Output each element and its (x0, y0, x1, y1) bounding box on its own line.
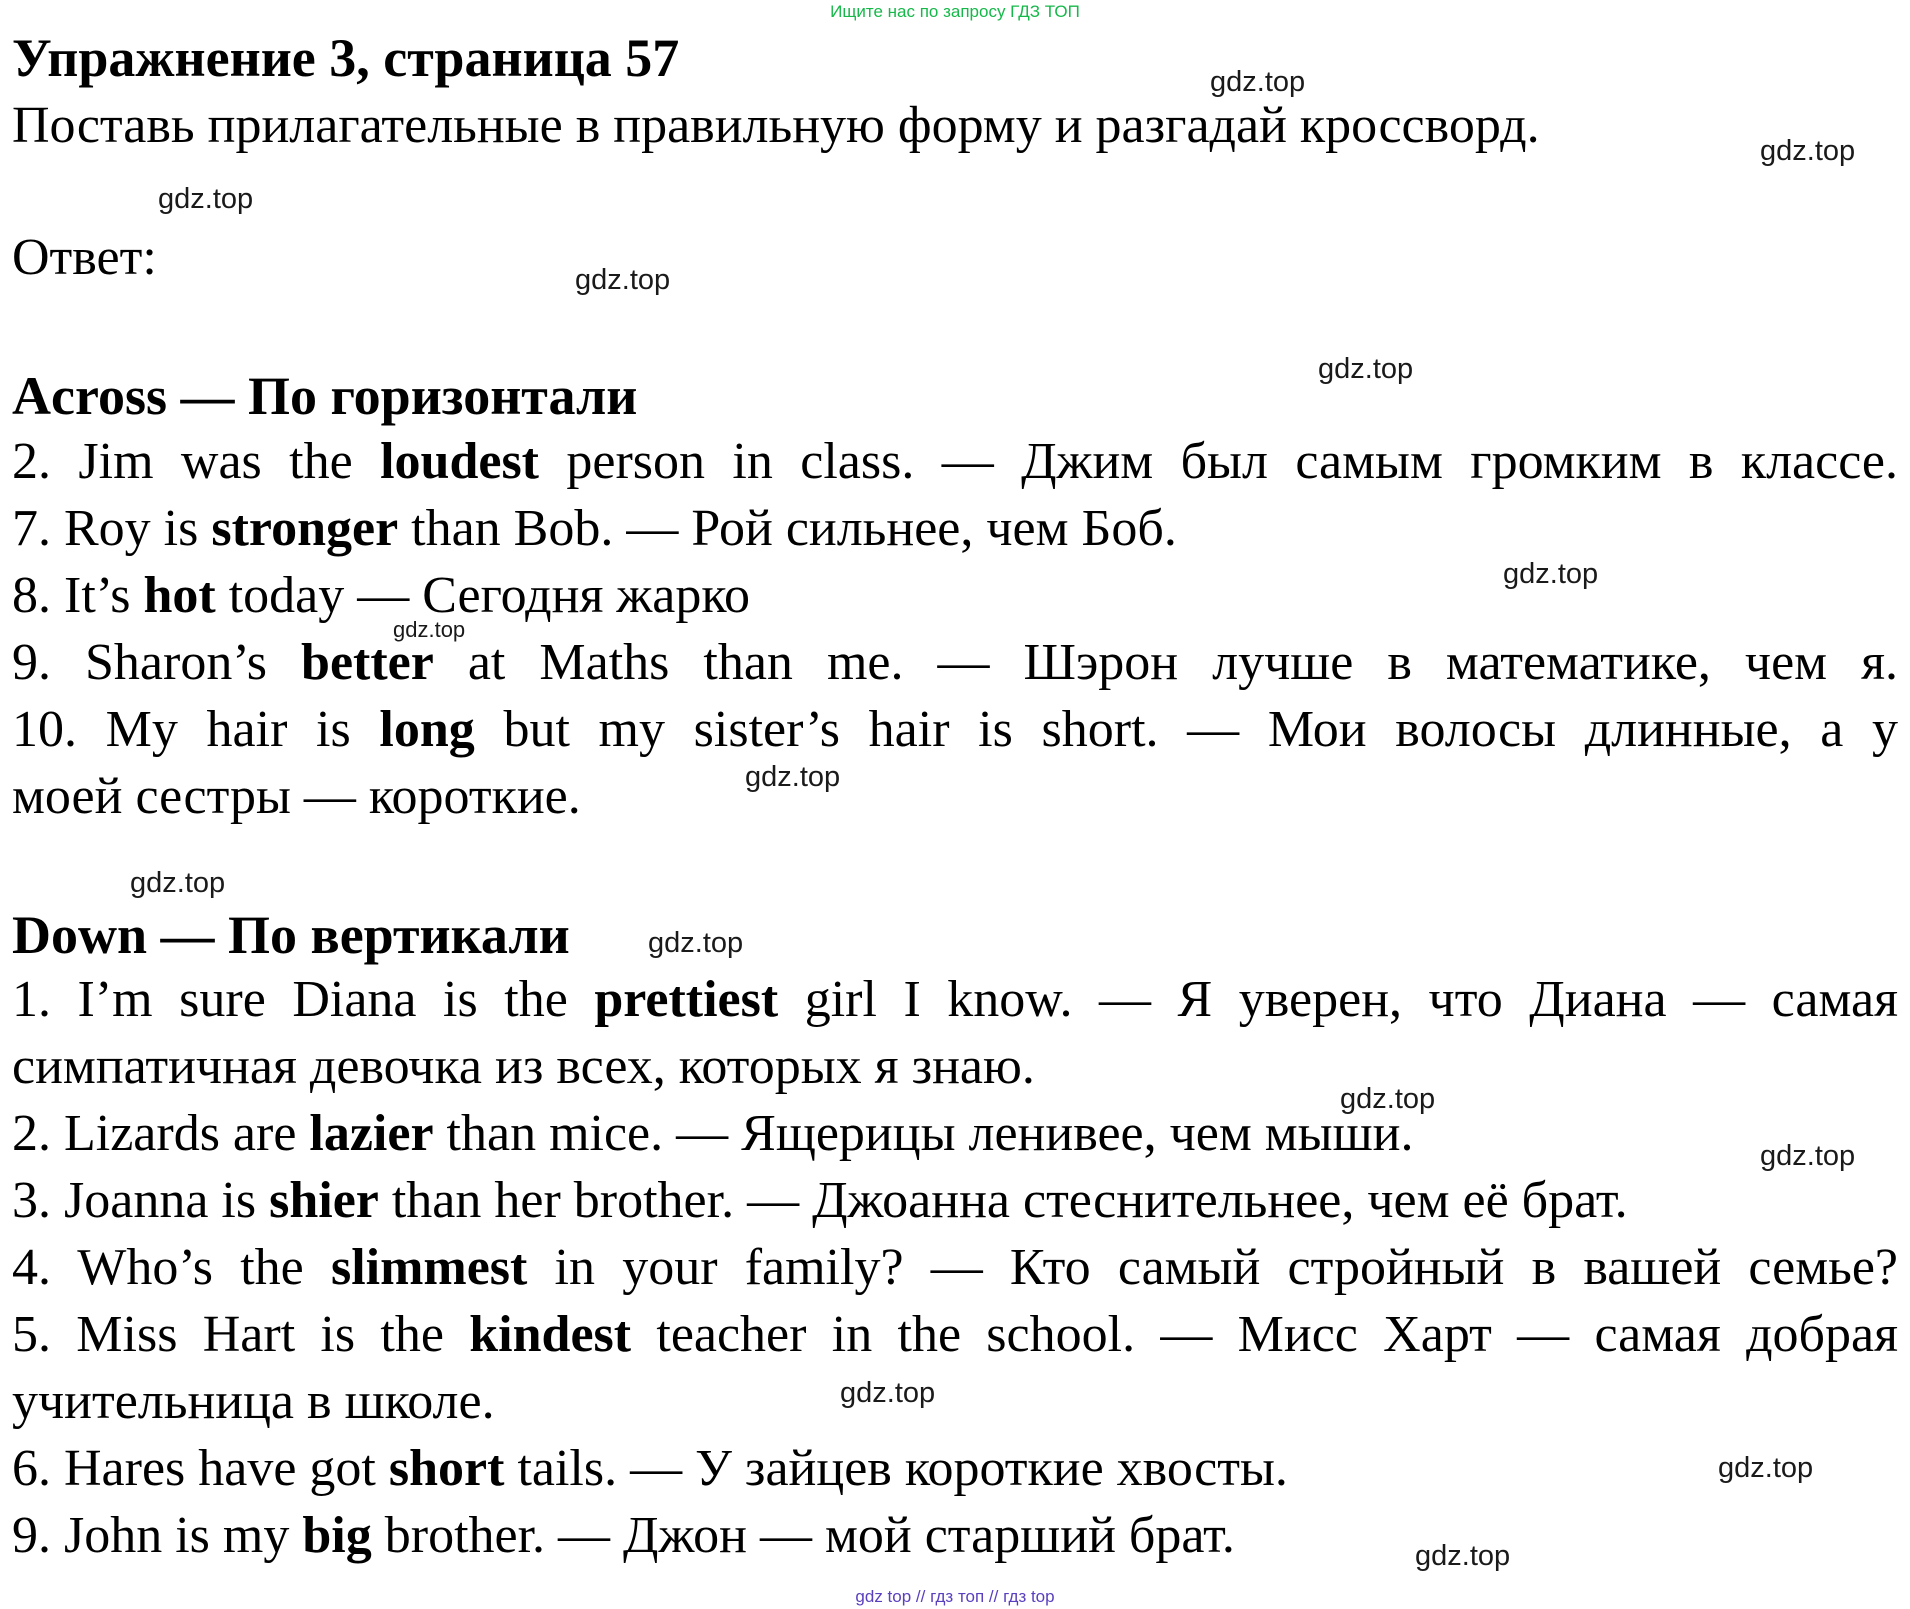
across-heading: Across — По горизонтали (12, 366, 638, 426)
watermark: gdz.top (1718, 1452, 1814, 1484)
footer-note: gdz top // гдз топ // гдз top (855, 1587, 1055, 1606)
down-line-7: учительница в школе. (12, 1373, 495, 1430)
watermark: gdz.top (575, 264, 671, 296)
watermark: gdz.top (1760, 135, 1856, 167)
across-line-3: 8. It’s hot today — Сегодня жарко (12, 567, 750, 624)
watermark: gdz.top (130, 867, 226, 899)
down-line-8: 6. Hares have got short tails. — У зайцев короткие хвосты. (12, 1440, 1288, 1497)
watermark: gdz.top (648, 927, 744, 959)
across-line-6: моей сестры — короткие. (12, 768, 581, 825)
down-line-3: 2. Lizards are lazier than mice. — Ящерицы ленивее, чем мыши. (12, 1105, 1414, 1162)
across-line-1: 2. Jim was the loudest person in class. — Джим был самым громким в классе. (12, 433, 1898, 490)
watermark: gdz.top (1503, 558, 1599, 590)
across-line-5: 10. My hair is long but my sister’s hair is short. — Мои волосы длинные, а у (12, 701, 1898, 758)
down-line-1: 1. I’m sure Diana is the prettiest girl I know. — Я уверен, что Диана — самая (12, 971, 1898, 1028)
answer-label: Ответ: (12, 229, 157, 286)
watermark: gdz.top (1340, 1083, 1436, 1115)
watermark: gdz.top (745, 761, 841, 793)
watermark: gdz.top (158, 183, 254, 215)
watermark: gdz.top (1760, 1140, 1856, 1172)
down-line-2: симпатичная девочка из всех, которых я знаю. (12, 1038, 1035, 1095)
instruction-text: Поставь прилагательные в правильную форму и разгадай кроссворд. (12, 97, 1540, 154)
watermark: gdz.top (1210, 66, 1306, 98)
page-title: Упражнение 3, страница 57 (12, 28, 680, 88)
watermark: gdz.top (840, 1377, 936, 1409)
down-line-9: 9. John is my big brother. — Джон — мой старший брат. (12, 1507, 1235, 1564)
down-line-5: 4. Who’s the slimmest in your family? — Кто самый стройный в вашей семье? (12, 1239, 1898, 1296)
down-line-6: 5. Miss Hart is the kindest teacher in the school. — Мисс Харт — самая добрая (12, 1306, 1898, 1363)
watermark: gdz.top (1318, 353, 1414, 385)
across-line-2: 7. Roy is stronger than Bob. — Рой сильнее, чем Боб. (12, 500, 1177, 557)
across-line-4: 9. Sharon’s better at Maths than me. — Шэрон лучше в математике, чем я. (12, 634, 1898, 691)
down-line-4: 3. Joanna is shier than her brother. — Джоанна стеснительнее, чем её брат. (12, 1172, 1628, 1229)
down-heading: Down — По вертикали (12, 905, 570, 965)
top-note: Ищите нас по запросу ГДЗ ТОП (830, 2, 1080, 21)
watermark: gdz.top (393, 617, 466, 642)
watermark: gdz.top (1415, 1540, 1511, 1572)
